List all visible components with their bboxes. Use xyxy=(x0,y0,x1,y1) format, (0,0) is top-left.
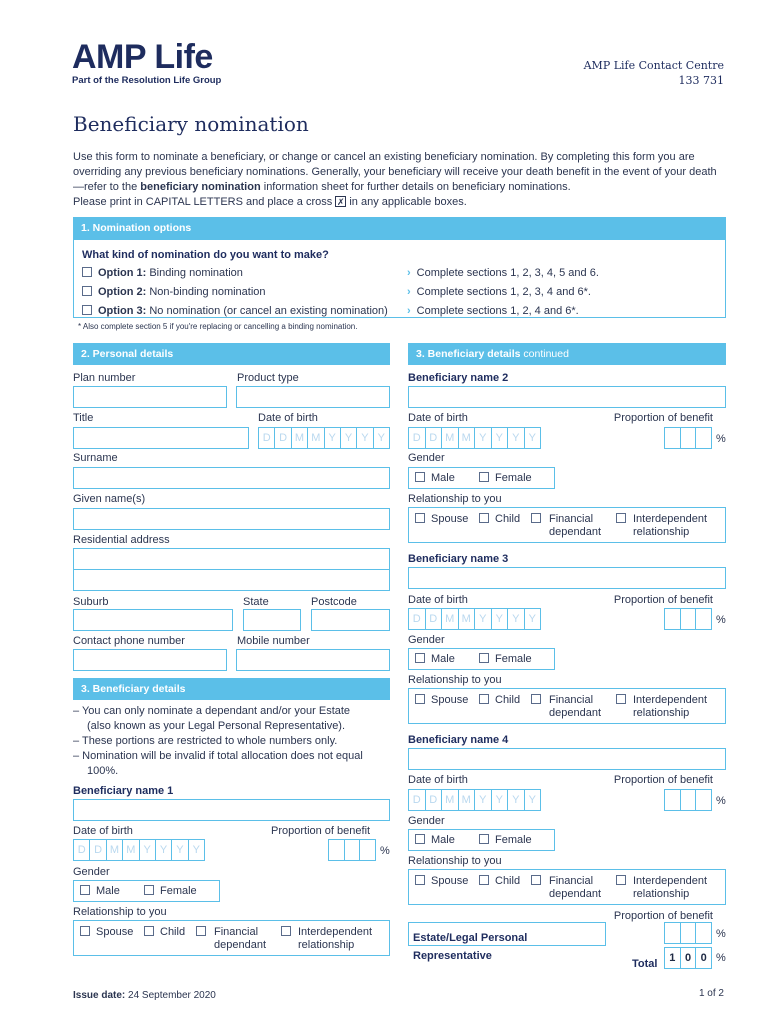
ben2-gender-label: Gender xyxy=(408,452,445,464)
female-label: Female xyxy=(160,885,197,897)
ben2-interdep-option[interactable] xyxy=(616,513,632,526)
ben3-spouse-option[interactable] xyxy=(415,694,468,707)
checkbox[interactable] xyxy=(144,885,154,895)
ben1-proportion-label: Proportion of benefit xyxy=(271,825,371,837)
option-3[interactable] xyxy=(82,305,388,317)
beneficiary-2-label: Beneficiary name 2 xyxy=(408,372,509,384)
financial-line-1: Financial xyxy=(549,875,594,887)
dob-digit[interactable]: Y xyxy=(508,428,525,448)
dob-digit[interactable]: Y xyxy=(357,428,373,448)
plan-number-input[interactable] xyxy=(73,386,227,408)
nomination-question: What kind of nomination do you want to make? xyxy=(82,249,329,261)
option-2-action: Complete sections 1, 2, 3, 4 and 6*. xyxy=(416,286,591,298)
ben3-relationship-label: Relationship to you xyxy=(408,674,502,686)
interdep-line-1: Interdependent xyxy=(633,513,708,525)
option-3-label: No nomination (or cancel an existing nomination) xyxy=(146,305,388,317)
female-label: Female xyxy=(495,653,532,665)
option-3-checkbox[interactable] xyxy=(82,305,92,315)
option-2-checkbox[interactable] xyxy=(82,286,92,296)
ben2-financial-label xyxy=(549,513,601,539)
checkbox[interactable] xyxy=(415,875,425,885)
option-1-label: Binding nomination xyxy=(146,267,243,279)
dob-digit[interactable]: Y xyxy=(492,790,509,810)
contact-phone-label: Contact phone number xyxy=(73,635,185,647)
proportion-digit[interactable] xyxy=(665,609,681,629)
spouse-label: Spouse xyxy=(431,513,469,525)
spouse-label: Spouse xyxy=(431,875,469,887)
ben3-male-option[interactable] xyxy=(415,653,455,665)
issue-date-value: 24 September 2020 xyxy=(125,990,216,1001)
option-2-bold: Option 2: xyxy=(98,286,147,298)
total-proportion xyxy=(664,947,712,969)
ben2-percent: % xyxy=(716,433,726,445)
male-label: Male xyxy=(431,653,455,665)
ben2-proportion-input[interactable] xyxy=(664,427,712,449)
dob-digit[interactable]: M xyxy=(107,840,123,860)
financial-line-1: Financial xyxy=(549,513,594,525)
given-names-label: Given name(s) xyxy=(73,493,146,505)
option-1-bold: Option 1: xyxy=(98,267,147,279)
checkbox[interactable] xyxy=(616,875,626,885)
dob-digit[interactable]: Y xyxy=(528,432,536,444)
note-item: – You can only nominate a dependant and/or your Estate (also known as your Legal Personal Representative). xyxy=(73,705,351,732)
postcode-label: Postcode xyxy=(311,596,357,608)
dob-digit[interactable]: Y xyxy=(325,428,341,448)
interdep-line-2: relationship xyxy=(298,939,355,951)
note-item: – These portions are restricted to whole numbers only. xyxy=(73,735,338,747)
ben4-female-option[interactable] xyxy=(479,834,532,846)
dob-digit[interactable]: D xyxy=(426,609,443,629)
ben2-interdep-label xyxy=(633,513,707,539)
state-input[interactable] xyxy=(243,609,301,631)
checkbox[interactable] xyxy=(616,694,626,704)
dob-digit[interactable]: Y xyxy=(528,794,536,806)
ben1-dob-label: Date of birth xyxy=(73,825,133,837)
male-label: Male xyxy=(96,885,120,897)
proportion-digit[interactable] xyxy=(681,790,697,810)
proportion-digit[interactable] xyxy=(696,609,711,629)
ben4-dob-input[interactable] xyxy=(408,789,541,811)
ben4-financial-option[interactable] xyxy=(531,875,547,888)
section-3-continued-heading xyxy=(408,343,726,365)
section-2-heading: 2. Personal details xyxy=(73,343,390,365)
checkbox[interactable] xyxy=(616,513,626,523)
ben1-male-option[interactable] xyxy=(80,885,120,897)
proportion-digit[interactable] xyxy=(665,428,681,448)
surname-input[interactable] xyxy=(73,467,390,489)
dob-digit[interactable]: D xyxy=(74,840,90,860)
ben1-dob-input[interactable] xyxy=(73,839,205,861)
intro-text-c: Please print in CAPITAL LETTERS and place a cross xyxy=(73,196,336,208)
dob-digit[interactable]: Y xyxy=(140,840,156,860)
option-1[interactable] xyxy=(82,267,243,279)
proportion-digit[interactable] xyxy=(696,428,711,448)
dob-digit[interactable]: M xyxy=(292,428,308,448)
ben1-financial-option[interactable] xyxy=(196,926,212,939)
checkbox[interactable] xyxy=(479,694,489,704)
plan-number-label: Plan number xyxy=(73,372,136,384)
interdep-line-2: relationship xyxy=(633,526,690,538)
checkbox[interactable] xyxy=(415,513,425,523)
ben1-gender-label: Gender xyxy=(73,866,110,878)
ben4-proportion-input[interactable] xyxy=(664,789,712,811)
proportion-digit[interactable] xyxy=(345,840,361,860)
checkbox[interactable] xyxy=(281,926,291,936)
suburb-label: Suburb xyxy=(73,596,109,608)
ben3-dob-label: Date of birth xyxy=(408,594,468,606)
dob-digit[interactable]: D xyxy=(259,428,275,448)
ben2-relationship-label: Relationship to you xyxy=(408,493,502,505)
ben4-gender-label: Gender xyxy=(408,815,445,827)
section-1-footnote: * Also complete section 5 if you're replacing or cancelling a binding nomination. xyxy=(78,322,358,331)
ben4-child-option[interactable] xyxy=(479,875,520,888)
contact-phone: 133 731 xyxy=(678,74,724,87)
state-label: State xyxy=(243,596,269,608)
ben2-dob-label: Date of birth xyxy=(408,412,468,424)
option-2-instruction xyxy=(407,286,591,298)
proportion-digit[interactable] xyxy=(360,840,375,860)
ben3-financial-label xyxy=(549,694,601,720)
option-3-action: Complete sections 1, 2, 4 and 6*. xyxy=(416,305,579,317)
ben1-female-option[interactable] xyxy=(144,885,197,897)
dob-digit[interactable]: Y xyxy=(475,609,492,629)
ben1-proportion-input[interactable] xyxy=(328,839,376,861)
ben4-relationship-options xyxy=(408,869,726,905)
postcode-input[interactable] xyxy=(311,609,390,631)
address-input-line-1[interactable] xyxy=(73,548,390,570)
ben3-interdep-option[interactable] xyxy=(616,694,632,707)
financial-line-2: dependant xyxy=(549,888,601,900)
cross-mark-example: ✗ xyxy=(337,197,345,207)
proportion-digit[interactable] xyxy=(696,790,711,810)
note-item: – Nomination will be invalid if total allocation does not equal 100%. xyxy=(73,750,363,777)
ben3-proportion-input[interactable] xyxy=(664,608,712,630)
dob-digit[interactable]: Y xyxy=(172,840,188,860)
ben4-proportion-label: Proportion of benefit xyxy=(613,774,713,786)
ben1-interdep-label xyxy=(298,926,372,952)
male-label: Male xyxy=(431,834,455,846)
ben3-relationship-options xyxy=(408,688,726,724)
dob-digit[interactable]: Y xyxy=(156,840,172,860)
page-title: Beneficiary nomination xyxy=(73,112,309,136)
ben4-dob-label: Date of birth xyxy=(408,774,468,786)
ben1-child-option[interactable] xyxy=(144,926,185,939)
option-2-label: Non-binding nomination xyxy=(146,286,266,298)
checkbox[interactable] xyxy=(531,875,541,885)
section-3-heading: 3. Beneficiary details xyxy=(73,678,390,700)
female-label: Female xyxy=(495,834,532,846)
checkbox[interactable] xyxy=(479,472,489,482)
amp-life-logo xyxy=(72,40,221,86)
checkbox[interactable] xyxy=(479,513,489,523)
ben4-relationship-label: Relationship to you xyxy=(408,855,502,867)
estate-option xyxy=(408,922,606,962)
ben1-percent: % xyxy=(380,845,390,857)
checkbox[interactable] xyxy=(479,875,489,885)
mobile-input[interactable] xyxy=(236,649,390,671)
ben2-relationship-options xyxy=(408,507,726,543)
ben1-interdep-option[interactable] xyxy=(281,926,297,939)
checkbox[interactable] xyxy=(415,694,425,704)
intro-paragraph-1 xyxy=(73,150,723,195)
dob-digit[interactable]: D xyxy=(409,428,426,448)
logo-tagline: Part of the Resolution Life Group xyxy=(72,75,222,86)
section-3-cont-title: 3. Beneficiary details xyxy=(416,348,521,360)
beneficiary-4-name-input[interactable] xyxy=(408,748,726,770)
option-2[interactable] xyxy=(82,286,266,298)
ben4-percent: % xyxy=(716,795,726,807)
female-label: Female xyxy=(495,472,532,484)
beneficiary-3-label: Beneficiary name 3 xyxy=(408,553,509,565)
proportion-digit[interactable] xyxy=(681,923,697,943)
total-digit: 0 xyxy=(700,952,707,964)
spouse-label: Spouse xyxy=(431,694,469,706)
interdep-line-1: Interdependent xyxy=(298,926,373,938)
dob-digit[interactable]: M xyxy=(308,428,324,448)
ben4-interdep-option[interactable] xyxy=(616,875,632,888)
total-label: Total xyxy=(632,958,658,970)
proportion-digit[interactable] xyxy=(681,609,697,629)
issue-date-label: Issue date: xyxy=(73,990,126,1001)
logo-wordmark: AMP Life xyxy=(72,38,213,76)
surname-label: Surname xyxy=(73,452,118,464)
dob-digit[interactable]: D xyxy=(90,840,106,860)
dob-digit[interactable]: D xyxy=(275,428,291,448)
estate-proportion-label: Proportion of benefit xyxy=(613,910,713,922)
product-type-input[interactable] xyxy=(236,386,390,408)
product-type-label: Product type xyxy=(237,372,299,384)
ben1-relationship-options xyxy=(73,920,390,956)
total-digit: 1 xyxy=(665,948,681,968)
intro-paragraph-2 xyxy=(73,195,723,210)
interdep-line-2: relationship xyxy=(633,707,690,719)
ben2-dob-input[interactable] xyxy=(408,427,541,449)
option-1-instruction xyxy=(407,267,599,279)
ben2-male-option[interactable] xyxy=(415,472,455,484)
ben4-gender-options xyxy=(408,829,555,851)
dob-digit[interactable]: Y xyxy=(492,428,509,448)
section-1-panel xyxy=(73,239,726,318)
option-1-checkbox[interactable] xyxy=(82,267,92,277)
chevron-right-icon: › xyxy=(407,267,411,279)
proportion-digit[interactable] xyxy=(665,923,681,943)
dob-digit[interactable]: M xyxy=(442,790,459,810)
page-number: 1 of 2 xyxy=(698,988,724,999)
checkbox[interactable] xyxy=(479,834,489,844)
total-digit: 0 xyxy=(681,948,697,968)
proportion-digit[interactable] xyxy=(696,923,711,943)
checkbox[interactable] xyxy=(415,834,425,844)
dob-digit[interactable]: M xyxy=(459,790,476,810)
ben1-spouse-option[interactable] xyxy=(80,926,133,939)
dob-digit[interactable]: M xyxy=(459,428,476,448)
dob-digit[interactable]: Y xyxy=(475,790,492,810)
checkbox[interactable] xyxy=(415,472,425,482)
proportion-digit[interactable] xyxy=(329,840,345,860)
continued-label: continued xyxy=(520,348,569,360)
option-1-action: Complete sections 1, 2, 3, 4, 5 and 6. xyxy=(416,267,599,279)
male-label: Male xyxy=(431,472,455,484)
ben2-financial-option[interactable] xyxy=(531,513,547,526)
given-names-input[interactable] xyxy=(73,508,390,530)
ben3-interdep-label xyxy=(633,694,707,720)
interdep-line-1: Interdependent xyxy=(633,694,708,706)
proportion-digit[interactable] xyxy=(665,790,681,810)
estate-percent: % xyxy=(716,928,726,940)
intro-text xyxy=(73,150,723,210)
estate-label: Estate/Legal Personal Representative xyxy=(413,932,528,962)
dob-digit[interactable]: Y xyxy=(192,844,200,856)
chevron-right-icon: › xyxy=(407,305,411,317)
interdep-line-1: Interdependent xyxy=(633,875,708,887)
intro-text-b: information sheet for further details on beneficiary nominations. xyxy=(260,181,571,193)
child-label: Child xyxy=(495,875,521,887)
personal-dob-input[interactable] xyxy=(258,427,390,449)
dob-label: Date of birth xyxy=(258,412,318,424)
financial-line-2: dependant xyxy=(549,707,601,719)
beneficiary-4-label: Beneficiary name 4 xyxy=(408,734,509,746)
financial-line-2: dependant xyxy=(214,939,266,951)
mobile-label: Mobile number xyxy=(237,635,310,647)
checkbox[interactable] xyxy=(144,926,154,936)
address-label: Residential address xyxy=(73,534,170,546)
contact-centre xyxy=(584,58,724,88)
beneficiary-1-name-input[interactable] xyxy=(73,799,390,821)
option-3-instruction xyxy=(407,305,579,317)
ben3-proportion-label: Proportion of benefit xyxy=(613,594,713,606)
dob-digit[interactable]: M xyxy=(459,609,476,629)
address-input-line-2[interactable] xyxy=(73,569,390,591)
spouse-label: Spouse xyxy=(96,926,134,938)
dob-digit[interactable]: Y xyxy=(341,428,357,448)
ben3-gender-options xyxy=(408,648,555,670)
dob-digit[interactable]: Y xyxy=(377,432,385,444)
option-3-bold: Option 3: xyxy=(98,305,147,317)
ben4-spouse-option[interactable] xyxy=(415,875,468,888)
proportion-digit[interactable] xyxy=(681,428,697,448)
dob-digit[interactable]: Y xyxy=(475,428,492,448)
ben3-dob-input[interactable] xyxy=(408,608,541,630)
ben4-interdep-label xyxy=(633,875,707,901)
contact-name: AMP Life Contact Centre xyxy=(583,59,724,72)
financial-line-1: Financial xyxy=(549,694,594,706)
checkbox[interactable] xyxy=(80,926,90,936)
ben3-percent: % xyxy=(716,614,726,626)
dob-digit[interactable]: D xyxy=(426,428,443,448)
dob-digit[interactable]: D xyxy=(409,609,426,629)
checkbox[interactable] xyxy=(196,926,206,936)
ben1-financial-label xyxy=(214,926,266,952)
financial-line-1: Financial xyxy=(214,926,259,938)
ben2-proportion-label: Proportion of benefit xyxy=(613,412,713,424)
ben3-female-option[interactable] xyxy=(479,653,532,665)
contact-phone-input[interactable] xyxy=(73,649,227,671)
ben2-child-option[interactable] xyxy=(479,513,520,526)
title-label: Title xyxy=(73,412,94,424)
title-input[interactable] xyxy=(73,427,249,449)
child-label: Child xyxy=(495,694,521,706)
ben2-gender-options xyxy=(408,467,555,489)
financial-line-2: dependant xyxy=(549,526,601,538)
checkbox[interactable] xyxy=(80,885,90,895)
dob-digit[interactable]: D xyxy=(426,790,443,810)
dob-digit[interactable]: Y xyxy=(508,609,525,629)
chevron-right-icon: › xyxy=(407,286,411,298)
ben3-gender-label: Gender xyxy=(408,634,445,646)
ben3-child-option[interactable] xyxy=(479,694,520,707)
child-label: Child xyxy=(160,926,186,938)
ben4-financial-label xyxy=(549,875,601,901)
child-label: Child xyxy=(495,513,521,525)
ben1-relationship-label: Relationship to you xyxy=(73,906,167,918)
intro-text-d: in any applicable boxes. xyxy=(346,196,467,208)
total-percent: % xyxy=(716,952,726,964)
checkbox[interactable] xyxy=(479,653,489,663)
ben1-gender-options xyxy=(73,880,220,902)
dob-digit[interactable]: M xyxy=(123,840,139,860)
dob-digit[interactable]: M xyxy=(442,428,459,448)
checkbox[interactable] xyxy=(415,653,425,663)
section-3-notes xyxy=(73,704,373,779)
ben2-female-option[interactable] xyxy=(479,472,532,484)
dob-digit[interactable]: Y xyxy=(528,613,536,625)
ben2-spouse-option[interactable] xyxy=(415,513,468,526)
beneficiary-2-name-input[interactable] xyxy=(408,386,726,408)
ben4-male-option[interactable] xyxy=(415,834,455,846)
checkbox[interactable] xyxy=(531,513,541,523)
checkbox[interactable] xyxy=(531,694,541,704)
section-1-heading: 1. Nomination options xyxy=(73,217,726,239)
dob-digit[interactable]: Y xyxy=(492,609,509,629)
beneficiary-1-label: Beneficiary name 1 xyxy=(73,785,174,797)
beneficiary-3-name-input[interactable] xyxy=(408,567,726,589)
ben3-financial-option[interactable] xyxy=(531,694,547,707)
dob-digit[interactable]: D xyxy=(409,790,426,810)
dob-digit[interactable]: M xyxy=(442,609,459,629)
suburb-input[interactable] xyxy=(73,609,233,631)
intro-text-a: Use this form to nominate a beneficiary, or change or cancel an existing beneficiary nomination. By completing this form you are overriding any previous beneficiary nominations. Generally, your beneficiary will receive your death benefit in the event of your death—refer to the xyxy=(73,151,717,193)
dob-digit[interactable]: Y xyxy=(508,790,525,810)
intro-bold-link: beneficiary nomination xyxy=(140,181,261,193)
estate-proportion-input[interactable] xyxy=(664,922,712,944)
interdep-line-2: relationship xyxy=(633,888,690,900)
issue-date xyxy=(73,990,216,1001)
